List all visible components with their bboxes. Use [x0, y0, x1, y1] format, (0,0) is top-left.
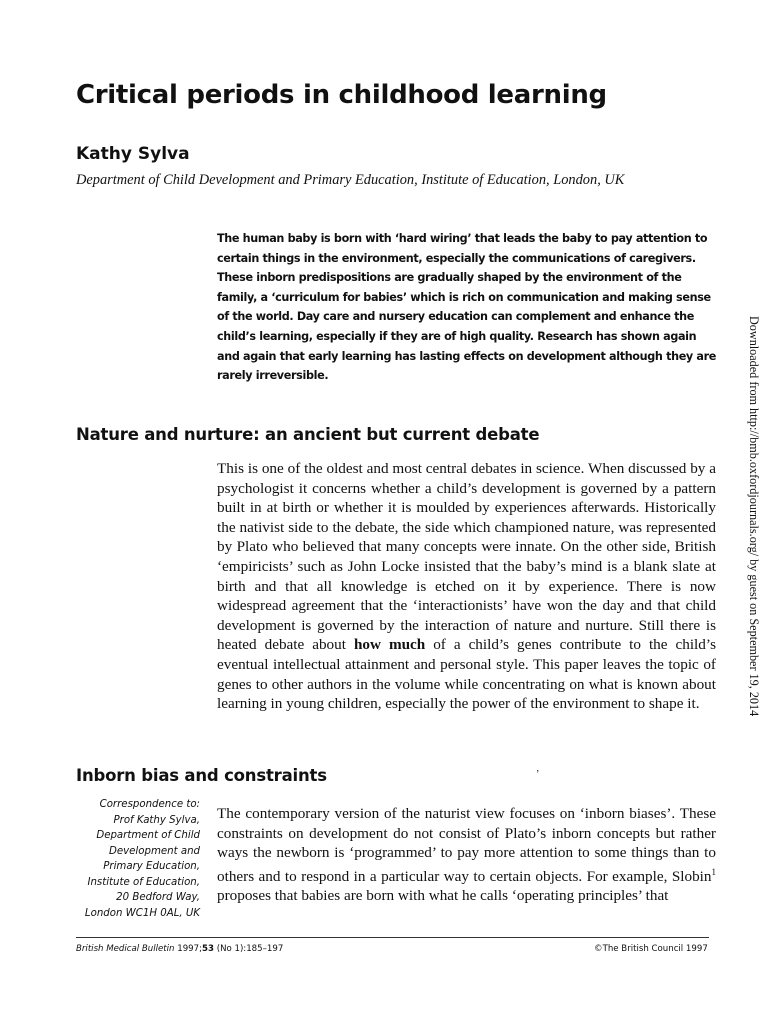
correspondence-line: Institute of Education,	[87, 876, 200, 888]
author-affiliation: Department of Child Development and Primary Education, Institute of Education, London, UK	[76, 172, 625, 188]
correspondence-line: Development and	[109, 845, 200, 857]
correspondence-line: Primary Education,	[103, 861, 200, 872]
abstract: The human baby is born with ‘hard wiring’ that leads the baby to pay attention to certain things in the environment, especially the communications of caregivers. These inborn predispositions are gradually shaped by the environment of the family, a ‘curriculum for babies’ which is rich on communication and making sense of the world. Day care and nursery education can complement and enhance the child’s learning, especially if they are of high quality. Research has shown again and again that early learning has lasting effects on development although they are rarely irreversible.	[217, 232, 717, 383]
correspondence-line: Prof Kathy Sylva,	[113, 814, 200, 826]
correspondence-line: 20 Bedford Way,	[116, 892, 200, 903]
section-heading-inborn-bias: Inborn bias and constraints	[76, 766, 327, 785]
correspondence-line: Department of Child	[96, 830, 200, 841]
section-paragraph	[217, 804, 716, 906]
section-heading-nature-nurture: Nature and nurture: an ancient but current debate	[76, 425, 540, 444]
journal-year: 1997;	[177, 944, 203, 954]
paragraph-text: The contemporary version of the naturist view focuses on ‘inborn biases’. These constraints on development do not consist of Plato’s inborn concepts but rather ways the newborn is ‘programmed’ to pay more attention to some things than to others and to respond in a particular way to certain objects. For example, Slobin	[217, 805, 716, 885]
footer-copyright: ©The British Council 1997	[594, 944, 708, 954]
article-title: Critical periods in childhood learning	[76, 80, 607, 110]
footer-citation	[76, 944, 283, 954]
journal-volume: 53	[202, 944, 214, 954]
paragraph-text: of a child’s genes contribute to the child’s eventual intellectual attainment and personal style. This paper leaves the topic of genes to other authors in the volume while concentrating on what is known about learning in young children, especially the power of the environment to shape it.	[217, 636, 716, 713]
paragraph-text: proposes that babies are born with what he calls ‘operating principles’ that	[217, 887, 669, 905]
emphasis-text: how much	[353, 636, 426, 654]
correspondence-note	[60, 797, 200, 921]
journal-issue-pages: (No 1):185–197	[216, 944, 284, 954]
citation-reference: 1	[711, 866, 716, 877]
correspondence-line: London WC1H 0AL, UK	[84, 907, 200, 919]
download-notice: Downloaded from http://bmb.oxfordjournals.org/ by guest on September 19, 2014	[747, 316, 761, 717]
correspondence-label: Correspondence to:	[99, 799, 200, 810]
section-paragraph	[217, 459, 716, 714]
paragraph-text: This is one of the oldest and most central debates in science. When discussed by a psychologist it concerns whether a child’s development is governed by a pattern built in at birth or whether it is moulded by experiences afterwards. Historically the nativist side to the debate, the side which championed nature, was represented by Plato who believed that many concepts were innate. On the other side, British ‘empiricists’ such as John Locke insisted that the baby’s mind is a blank slate at birth and that all knowledge is etched on it by experience. There is now widespread agreement that the ‘interactionists’ have won the day and that child development is governed by the interaction of nature and nurture. Still there is heated debate about	[217, 460, 716, 654]
author-name: Kathy Sylva	[76, 144, 190, 164]
journal-name: British Medical Bulletin	[76, 944, 175, 954]
footer-divider	[76, 937, 709, 938]
stray-mark: ’	[536, 769, 540, 780]
